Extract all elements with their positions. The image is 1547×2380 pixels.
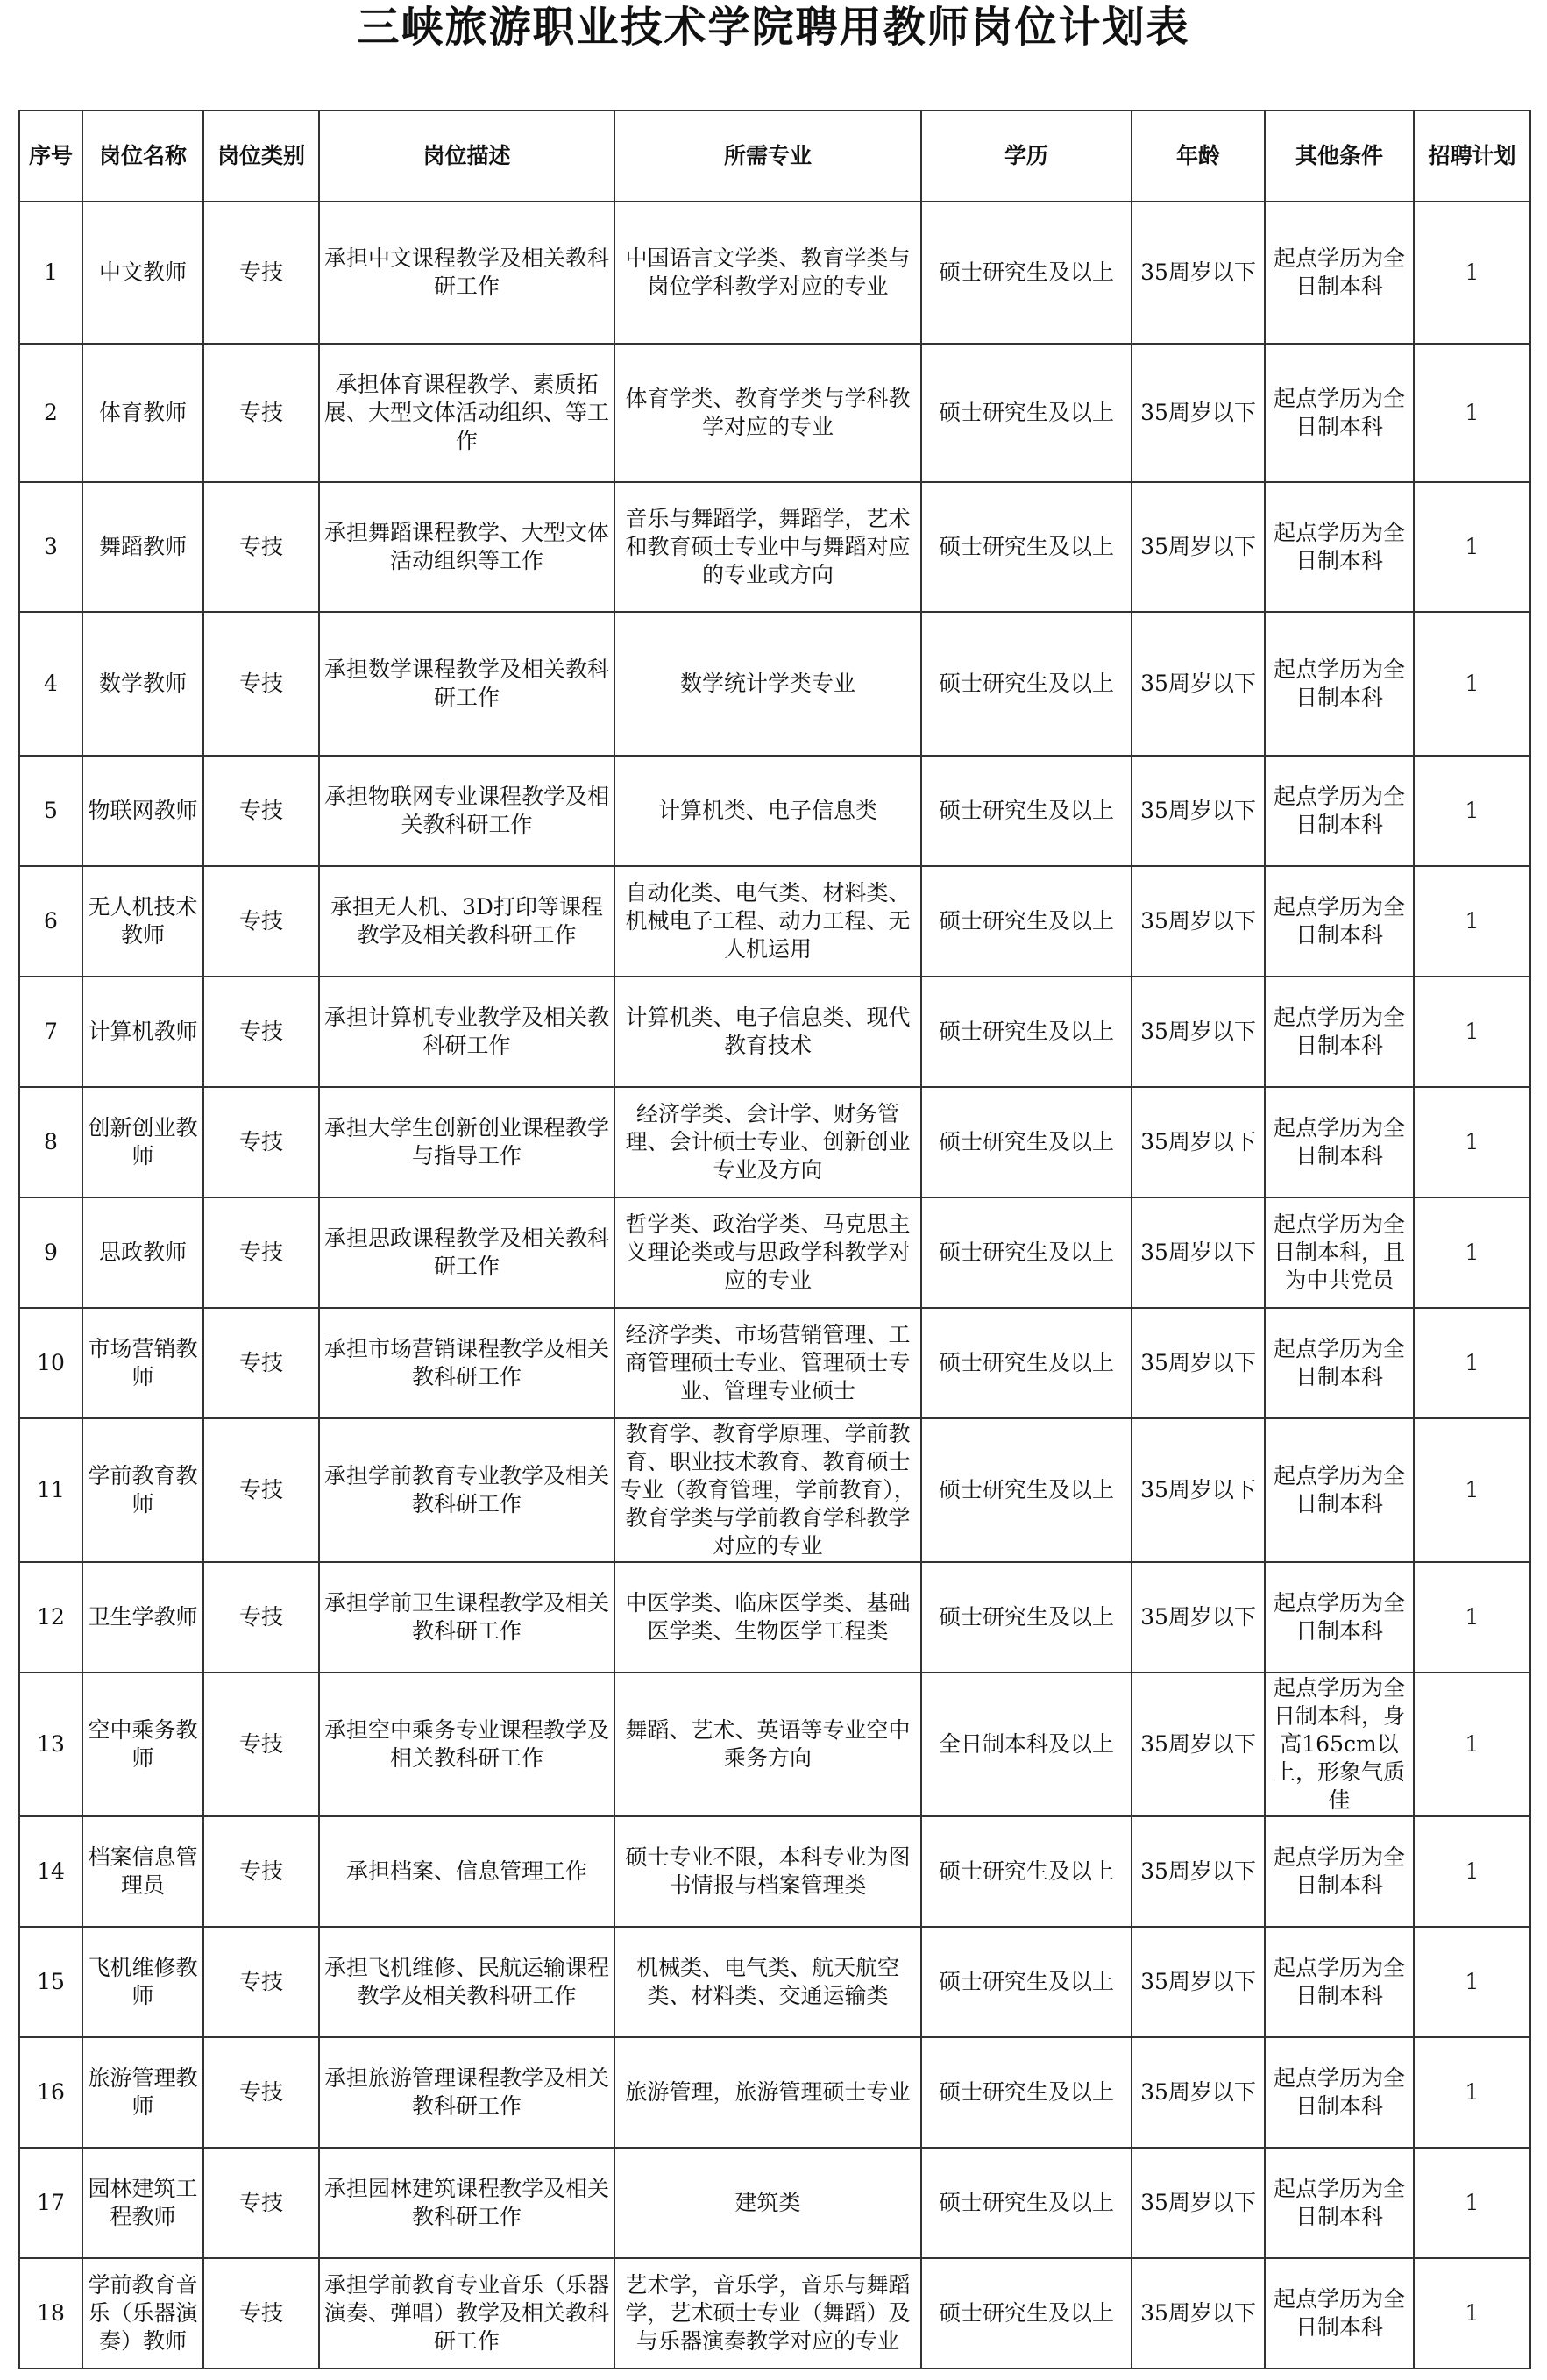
table-row	[19, 2258, 1530, 2369]
cell-name: 学前教育教师	[82, 1418, 203, 1562]
table-row	[19, 977, 1530, 1087]
cell-other: 起点学历为全日制本科	[1265, 1562, 1414, 1673]
cell-age: 35周岁以下	[1132, 1927, 1265, 2037]
cell-desc: 承担学前教育专业音乐（乐器演奏、弹唱）教学及相关教科研工作	[319, 2258, 614, 2369]
cell-edu: 硕士研究生及以上	[921, 2258, 1132, 2369]
cell-category: 专技	[203, 344, 319, 482]
cell-category: 专技	[203, 1087, 319, 1197]
cell-edu: 硕士研究生及以上	[921, 1418, 1132, 1562]
cell-plan: 1	[1414, 202, 1530, 344]
cell-category: 专技	[203, 1927, 319, 2037]
cell-major: 舞蹈、艺术、英语等专业空中乘务方向	[614, 1673, 921, 1816]
cell-category: 专技	[203, 482, 319, 612]
cell-age: 35周岁以下	[1132, 1308, 1265, 1418]
cell-name: 数学教师	[82, 612, 203, 756]
cell-age: 35周岁以下	[1132, 1197, 1265, 1308]
header-desc: 岗位描述	[319, 110, 614, 202]
cell-other: 起点学历为全日制本科	[1265, 977, 1414, 1087]
cell-edu: 硕士研究生及以上	[921, 1562, 1132, 1673]
table-row	[19, 1927, 1530, 2037]
cell-no: 17	[19, 2148, 82, 2258]
cell-edu: 硕士研究生及以上	[921, 1816, 1132, 1927]
cell-age: 35周岁以下	[1132, 2258, 1265, 2369]
cell-edu: 硕士研究生及以上	[921, 202, 1132, 344]
cell-no: 15	[19, 1927, 82, 2037]
cell-no: 3	[19, 482, 82, 612]
cell-desc: 承担思政课程教学及相关教科研工作	[319, 1197, 614, 1308]
cell-edu: 硕士研究生及以上	[921, 2148, 1132, 2258]
cell-no: 9	[19, 1197, 82, 1308]
cell-age: 35周岁以下	[1132, 1087, 1265, 1197]
cell-category: 专技	[203, 1418, 319, 1562]
header-age: 年龄	[1132, 110, 1265, 202]
cell-category: 专技	[203, 1197, 319, 1308]
cell-age: 35周岁以下	[1132, 344, 1265, 482]
header-other: 其他条件	[1265, 110, 1414, 202]
cell-edu: 硕士研究生及以上	[921, 1927, 1132, 2037]
cell-category: 专技	[203, 977, 319, 1087]
cell-other: 起点学历为全日制本科	[1265, 2258, 1414, 2369]
cell-edu: 硕士研究生及以上	[921, 1197, 1132, 1308]
cell-other: 起点学历为全日制本科	[1265, 202, 1414, 344]
cell-edu: 硕士研究生及以上	[921, 344, 1132, 482]
cell-plan: 1	[1414, 1197, 1530, 1308]
cell-other: 起点学历为全日制本科，身高165cm以上，形象气质佳	[1265, 1673, 1414, 1816]
cell-major: 哲学类、政治学类、马克思主义理论类或与思政学科教学对应的专业	[614, 1197, 921, 1308]
header-category: 岗位类别	[203, 110, 319, 202]
cell-desc: 承担园林建筑课程教学及相关教科研工作	[319, 2148, 614, 2258]
cell-major: 音乐与舞蹈学，舞蹈学，艺术和教育硕士专业中与舞蹈对应的专业或方向	[614, 482, 921, 612]
cell-major: 计算机类、电子信息类	[614, 756, 921, 866]
cell-edu: 全日制本科及以上	[921, 1673, 1132, 1816]
cell-plan: 1	[1414, 1673, 1530, 1816]
cell-name: 档案信息管理员	[82, 1816, 203, 1927]
cell-major: 体育学类、教育学类与学科教学对应的专业	[614, 344, 921, 482]
cell-name: 市场营销教师	[82, 1308, 203, 1418]
cell-age: 35周岁以下	[1132, 977, 1265, 1087]
cell-other: 起点学历为全日制本科	[1265, 482, 1414, 612]
cell-category: 专技	[203, 1562, 319, 1673]
cell-name: 计算机教师	[82, 977, 203, 1087]
cell-edu: 硕士研究生及以上	[921, 1308, 1132, 1418]
table-row	[19, 1308, 1530, 1418]
header-name: 岗位名称	[82, 110, 203, 202]
cell-age: 35周岁以下	[1132, 202, 1265, 344]
cell-name: 体育教师	[82, 344, 203, 482]
cell-no: 14	[19, 1816, 82, 1927]
table-row	[19, 1816, 1530, 1927]
cell-name: 无人机技术教师	[82, 866, 203, 977]
cell-no: 11	[19, 1418, 82, 1562]
cell-no: 4	[19, 612, 82, 756]
cell-no: 16	[19, 2037, 82, 2148]
table-row	[19, 866, 1530, 977]
cell-desc: 承担学前教育专业教学及相关教科研工作	[319, 1418, 614, 1562]
cell-plan: 1	[1414, 756, 1530, 866]
table-header-row	[19, 110, 1530, 202]
table-row	[19, 1087, 1530, 1197]
cell-category: 专技	[203, 2148, 319, 2258]
cell-desc: 承担空中乘务专业课程教学及相关教科研工作	[319, 1673, 614, 1816]
cell-no: 5	[19, 756, 82, 866]
cell-desc: 承担舞蹈课程教学、大型文体活动组织等工作	[319, 482, 614, 612]
cell-edu: 硕士研究生及以上	[921, 756, 1132, 866]
table-row	[19, 2037, 1530, 2148]
cell-desc: 承担大学生创新创业课程教学与指导工作	[319, 1087, 614, 1197]
cell-edu: 硕士研究生及以上	[921, 977, 1132, 1087]
cell-age: 35周岁以下	[1132, 2148, 1265, 2258]
table-row	[19, 756, 1530, 866]
cell-major: 经济学类、市场营销管理、工商管理硕士专业、管理硕士专业、管理专业硕士	[614, 1308, 921, 1418]
cell-desc: 承担计算机专业教学及相关教科研工作	[319, 977, 614, 1087]
cell-edu: 硕士研究生及以上	[921, 1087, 1132, 1197]
cell-other: 起点学历为全日制本科	[1265, 1927, 1414, 2037]
table-row	[19, 612, 1530, 756]
cell-plan: 1	[1414, 344, 1530, 482]
cell-category: 专技	[203, 202, 319, 344]
cell-other: 起点学历为全日制本科，且为中共党员	[1265, 1197, 1414, 1308]
cell-category: 专技	[203, 2258, 319, 2369]
cell-no: 2	[19, 344, 82, 482]
cell-major: 计算机类、电子信息类、现代教育技术	[614, 977, 921, 1087]
cell-major: 教育学、教育学原理、学前教育、职业技术教育、教育硕士专业（教育管理，学前教育），教育学类与学前教育学科教学对应的专业	[614, 1418, 921, 1562]
cell-other: 起点学历为全日制本科	[1265, 1418, 1414, 1562]
cell-major: 数学统计学类专业	[614, 612, 921, 756]
table-row	[19, 1673, 1530, 1816]
cell-plan: 1	[1414, 1418, 1530, 1562]
cell-desc: 承担档案、信息管理工作	[319, 1816, 614, 1927]
cell-name: 卫生学教师	[82, 1562, 203, 1673]
cell-no: 1	[19, 202, 82, 344]
cell-no: 6	[19, 866, 82, 977]
cell-no: 13	[19, 1673, 82, 1816]
header-edu: 学历	[921, 110, 1132, 202]
cell-plan: 1	[1414, 2258, 1530, 2369]
cell-other: 起点学历为全日制本科	[1265, 2148, 1414, 2258]
cell-plan: 1	[1414, 482, 1530, 612]
cell-age: 35周岁以下	[1132, 756, 1265, 866]
cell-major: 中医学类、临床医学类、基础医学类、生物医学工程类	[614, 1562, 921, 1673]
cell-plan: 1	[1414, 612, 1530, 756]
header-no: 序号	[19, 110, 82, 202]
cell-other: 起点学历为全日制本科	[1265, 1087, 1414, 1197]
table-row	[19, 344, 1530, 482]
cell-other: 起点学历为全日制本科	[1265, 866, 1414, 977]
cell-edu: 硕士研究生及以上	[921, 482, 1132, 612]
cell-category: 专技	[203, 612, 319, 756]
cell-other: 起点学历为全日制本科	[1265, 612, 1414, 756]
header-plan: 招聘计划	[1414, 110, 1530, 202]
cell-desc: 承担旅游管理课程教学及相关教科研工作	[319, 2037, 614, 2148]
recruitment-plan-table	[18, 110, 1531, 2369]
cell-desc: 承担数学课程教学及相关教科研工作	[319, 612, 614, 756]
cell-age: 35周岁以下	[1132, 1562, 1265, 1673]
cell-name: 园林建筑工程教师	[82, 2148, 203, 2258]
cell-plan: 1	[1414, 2148, 1530, 2258]
header-major: 所需专业	[614, 110, 921, 202]
cell-other: 起点学历为全日制本科	[1265, 344, 1414, 482]
cell-other: 起点学历为全日制本科	[1265, 2037, 1414, 2148]
cell-name: 中文教师	[82, 202, 203, 344]
table-row	[19, 2148, 1530, 2258]
cell-plan: 1	[1414, 2037, 1530, 2148]
cell-other: 起点学历为全日制本科	[1265, 756, 1414, 866]
cell-no: 18	[19, 2258, 82, 2369]
page-title: 三峡旅游职业技术学院聘用教师岗位计划表	[357, 3, 1190, 52]
cell-category: 专技	[203, 1816, 319, 1927]
cell-other: 起点学历为全日制本科	[1265, 1308, 1414, 1418]
table-row	[19, 482, 1530, 612]
cell-plan: 1	[1414, 1927, 1530, 2037]
cell-name: 学前教育音乐（乐器演奏）教师	[82, 2258, 203, 2369]
cell-desc: 承担学前卫生课程教学及相关教科研工作	[319, 1562, 614, 1673]
cell-no: 8	[19, 1087, 82, 1197]
cell-desc: 承担物联网专业课程教学及相关教科研工作	[319, 756, 614, 866]
cell-major: 建筑类	[614, 2148, 921, 2258]
cell-age: 35周岁以下	[1132, 2037, 1265, 2148]
cell-major: 自动化类、电气类、材料类、机械电子工程、动力工程、无人机运用	[614, 866, 921, 977]
cell-name: 物联网教师	[82, 756, 203, 866]
cell-category: 专技	[203, 756, 319, 866]
cell-plan: 1	[1414, 1816, 1530, 1927]
cell-major: 旅游管理，旅游管理硕士专业	[614, 2037, 921, 2148]
table-row	[19, 1197, 1530, 1308]
cell-plan: 1	[1414, 1087, 1530, 1197]
cell-name: 空中乘务教师	[82, 1673, 203, 1816]
cell-edu: 硕士研究生及以上	[921, 866, 1132, 977]
cell-desc: 承担飞机维修、民航运输课程教学及相关教科研工作	[319, 1927, 614, 2037]
cell-major: 机械类、电气类、航天航空类、材料类、交通运输类	[614, 1927, 921, 2037]
cell-age: 35周岁以下	[1132, 1816, 1265, 1927]
cell-no: 7	[19, 977, 82, 1087]
cell-category: 专技	[203, 1308, 319, 1418]
cell-age: 35周岁以下	[1132, 482, 1265, 612]
cell-other: 起点学历为全日制本科	[1265, 1816, 1414, 1927]
cell-name: 飞机维修教师	[82, 1927, 203, 2037]
cell-major: 经济学类、会计学、财务管理、会计硕士专业、创新创业专业及方向	[614, 1087, 921, 1197]
cell-plan: 1	[1414, 1308, 1530, 1418]
cell-desc: 承担体育课程教学、素质拓展、大型文体活动组织、等工作	[319, 344, 614, 482]
cell-age: 35周岁以下	[1132, 866, 1265, 977]
cell-no: 12	[19, 1562, 82, 1673]
table-row	[19, 202, 1530, 344]
cell-no: 10	[19, 1308, 82, 1418]
cell-name: 旅游管理教师	[82, 2037, 203, 2148]
cell-name: 舞蹈教师	[82, 482, 203, 612]
table-row	[19, 1418, 1530, 1562]
cell-desc: 承担市场营销课程教学及相关教科研工作	[319, 1308, 614, 1418]
cell-major: 中国语言文学类、教育学类与岗位学科教学对应的专业	[614, 202, 921, 344]
cell-desc: 承担无人机、3D打印等课程教学及相关教科研工作	[319, 866, 614, 977]
cell-category: 专技	[203, 866, 319, 977]
cell-category: 专技	[203, 1673, 319, 1816]
cell-edu: 硕士研究生及以上	[921, 612, 1132, 756]
cell-name: 思政教师	[82, 1197, 203, 1308]
cell-category: 专技	[203, 2037, 319, 2148]
table-row	[19, 1562, 1530, 1673]
cell-name: 创新创业教师	[82, 1087, 203, 1197]
cell-age: 35周岁以下	[1132, 612, 1265, 756]
cell-plan: 1	[1414, 866, 1530, 977]
cell-plan: 1	[1414, 977, 1530, 1087]
cell-major: 硕士专业不限，本科专业为图书情报与档案管理类	[614, 1816, 921, 1927]
cell-edu: 硕士研究生及以上	[921, 2037, 1132, 2148]
cell-age: 35周岁以下	[1132, 1673, 1265, 1816]
cell-plan: 1	[1414, 1562, 1530, 1673]
cell-desc: 承担中文课程教学及相关教科研工作	[319, 202, 614, 344]
cell-age: 35周岁以下	[1132, 1418, 1265, 1562]
cell-major: 艺术学，音乐学，音乐与舞蹈学，艺术硕士专业（舞蹈）及与乐器演奏教学对应的专业	[614, 2258, 921, 2369]
